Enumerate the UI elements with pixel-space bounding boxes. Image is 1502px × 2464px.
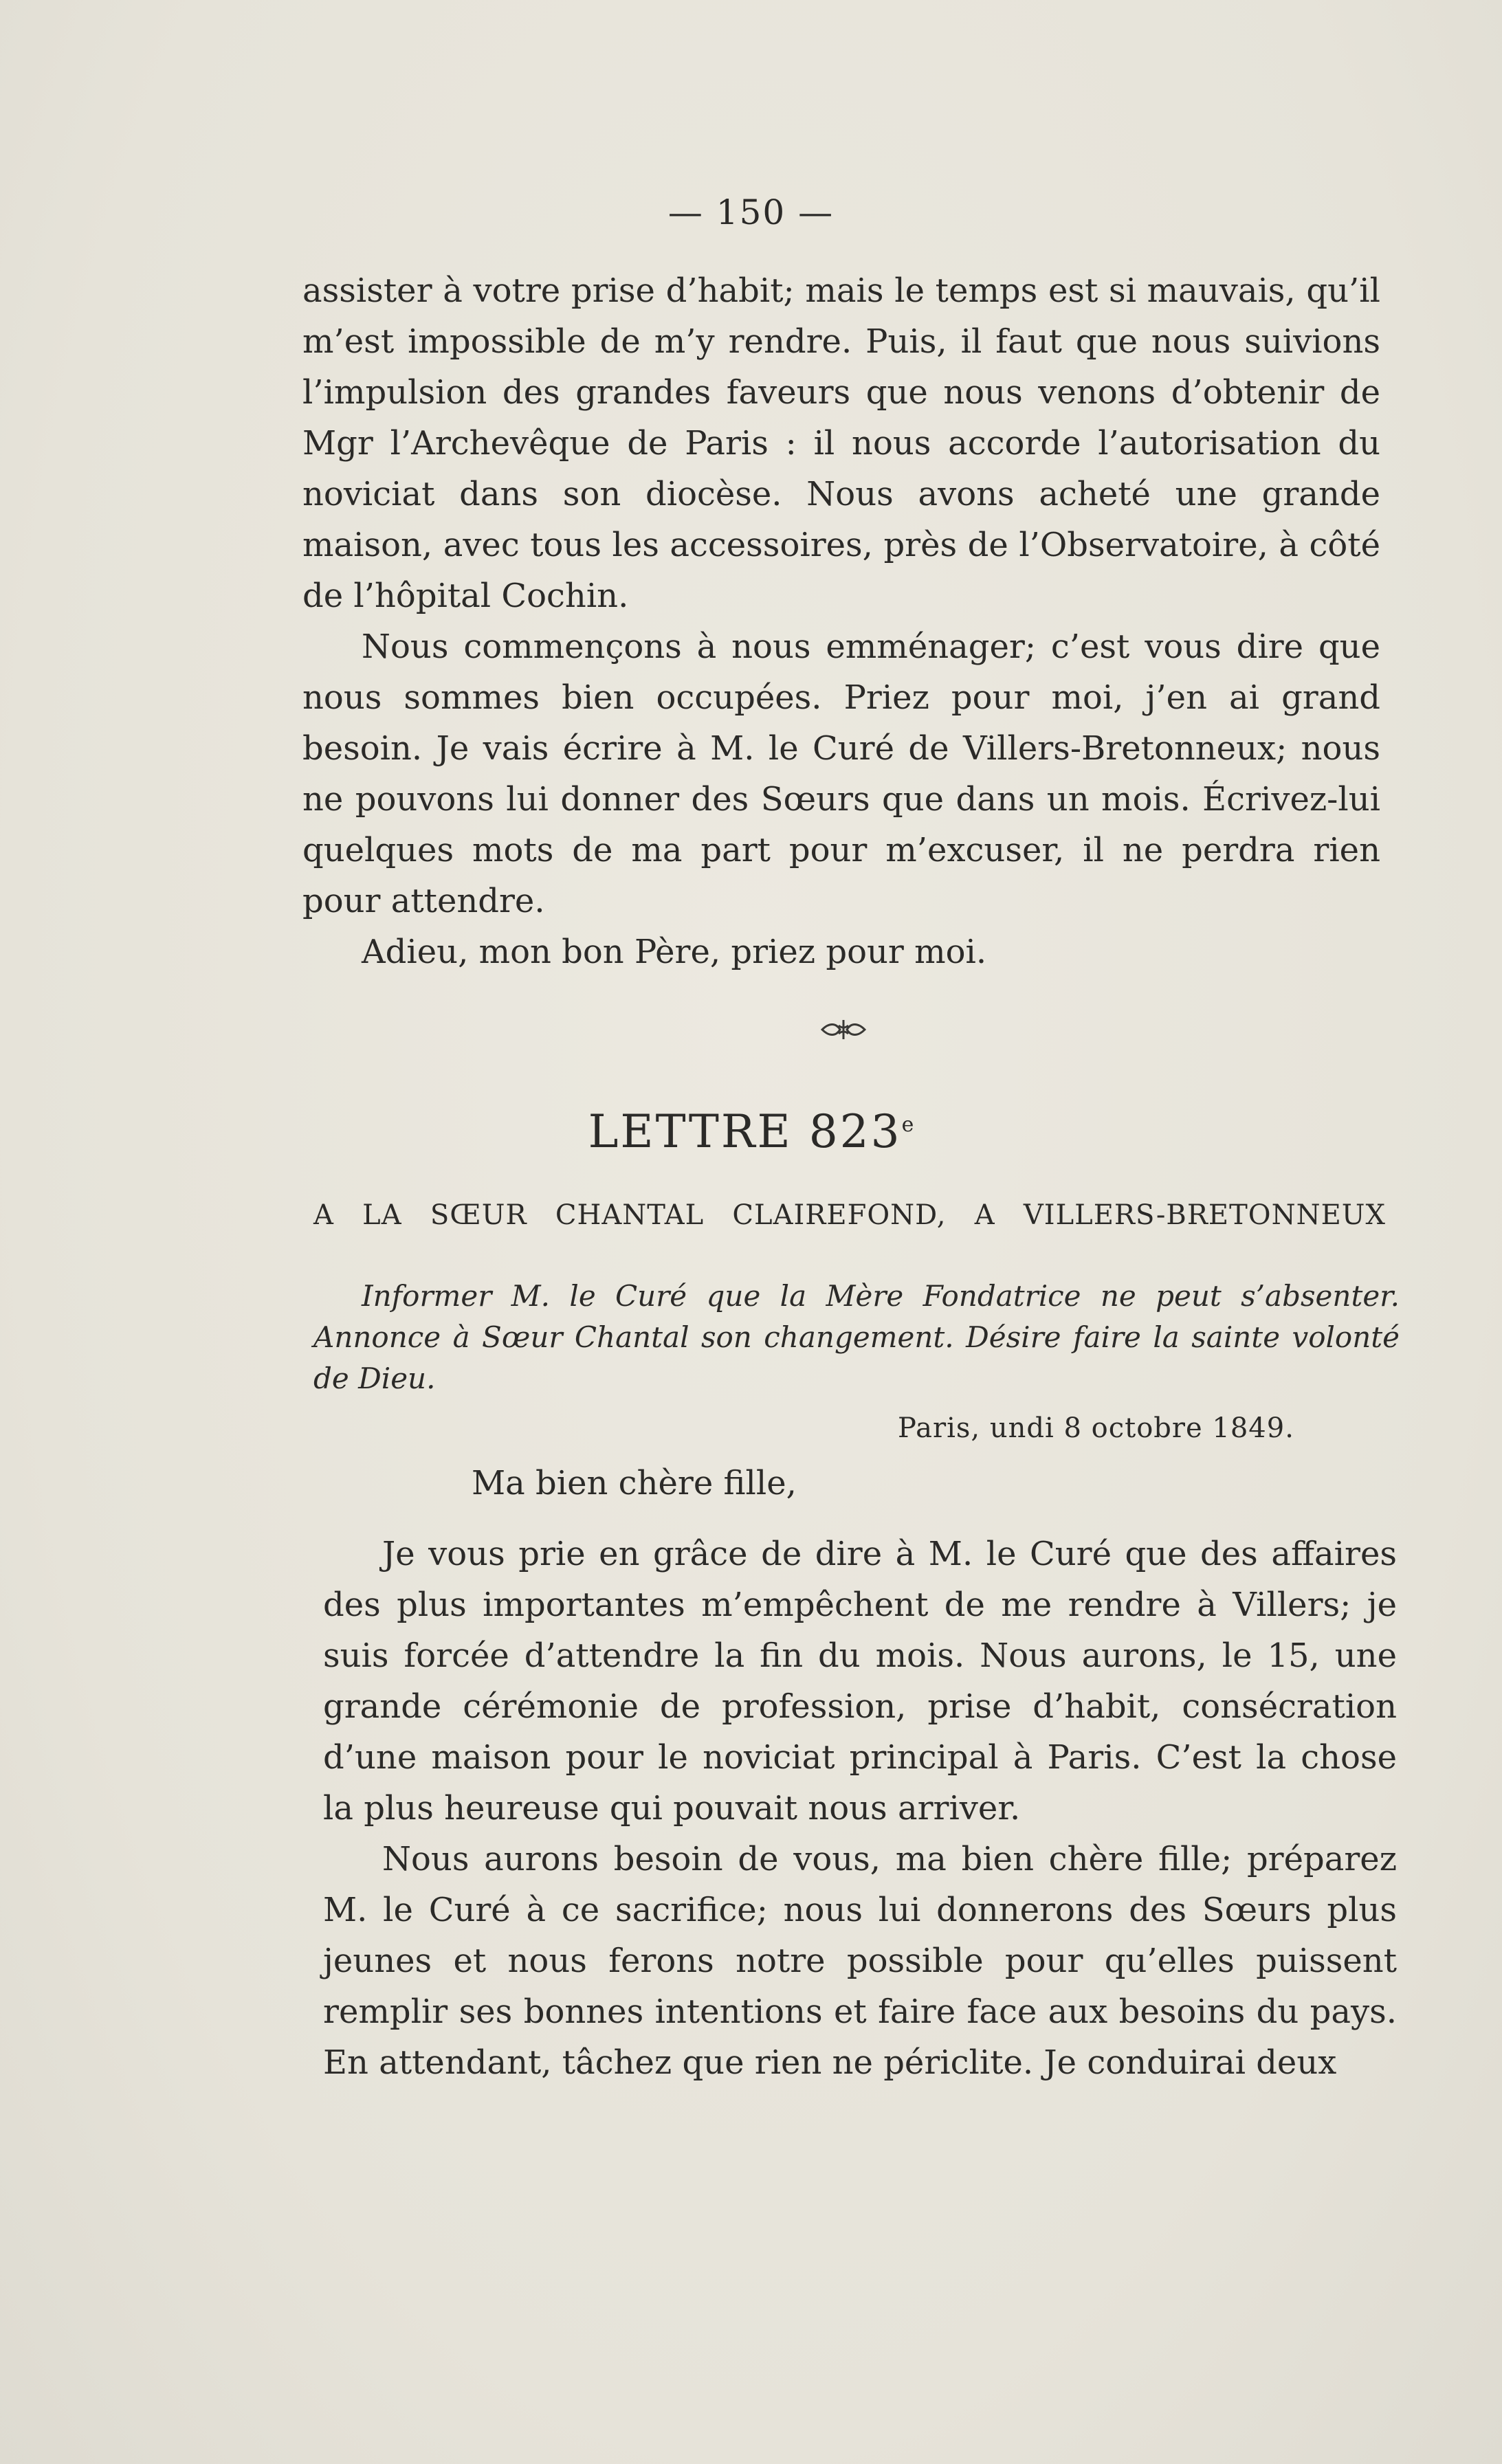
- page-number: — 150 —: [667, 192, 835, 232]
- letter-salutation: Ma bien chère fille,: [472, 1464, 797, 1502]
- letter-summary: [313, 1276, 1400, 1399]
- letter-summary-text: Informer M. le Curé que la Mère Fondatrice ne peut s’absenter. Annonce à Sœur Chantal son changement. Désire faire la sainte volonté de Dieu.: [313, 1279, 1400, 1395]
- continuation-paragraph-2: Nous commençons à nous emménager; c’est vous dire que nous sommes bien occupées. Priez pour moi, j’en ai grand besoin. Je vais écrire à M. le Curé de Villers-Bretonneux; nous ne pouvons lui donner des Sœurs que dans un mois. Écrivez-lui quelques mots de ma part pour m’excuser, il ne perdra rien pour attendre.: [302, 628, 1380, 920]
- letter-recipient: A LA SŒUR CHANTAL CLAIREFOND, A VILLERS-BRETONNEUX: [313, 1199, 1386, 1231]
- letter-body: [323, 1529, 1397, 2088]
- letter-title-text: LETTRE 823: [588, 1105, 902, 1158]
- continuation-paragraph-1: assister à votre prise d’habit; mais le temps est si mauvais, qu’il m’est impossible de m’y rendre. Puis, il faut que nous suivions l’impulsion des grandes faveurs que nous venons d’obtenir de Mgr l’Archevêque de Paris : il nous accorde l’autorisation du noviciat dans son diocèse. Nous avons acheté une grande maison, avec tous les accessoires, près de l’Observatoire, à côté de l’hôpital Cochin.: [302, 271, 1380, 615]
- fleuron-ornament-icon: [819, 1016, 868, 1043]
- letter-paragraph-1: Je vous prie en grâce de dire à M. le Curé que des affaires des plus importantes m’empêchent de me rendre à Villers; je suis forcée d’attendre la fin du mois. Nous aurons, le 15, une grande cérémonie de profession, prise d’habit, consécration d’une maison pour le noviciat principal à Paris. C’est la chose la plus heureuse qui pouvait nous arriver.: [323, 1535, 1397, 1828]
- continuation-paragraph-3: Adieu, mon bon Père, priez pour moi.: [362, 933, 987, 971]
- letter-paragraph-2: Nous aurons besoin de vous, ma bien chère fille; préparez M. le Curé à ce sacrifice; nous lui donnerons des Sœurs plus jeunes et nous ferons notre possible pour qu’elles puissent remplir ses bonnes intentions et faire face aux besoins du pays. En attendant, tâchez que rien ne périclite. Je conduirai deux: [323, 1840, 1397, 2082]
- letter-title-suffix: e: [901, 1113, 914, 1137]
- letter-title: [0, 1105, 1502, 1158]
- continuation-text: [302, 265, 1380, 977]
- letter-dateline: Paris, undi 8 octobre 1849.: [898, 1412, 1294, 1444]
